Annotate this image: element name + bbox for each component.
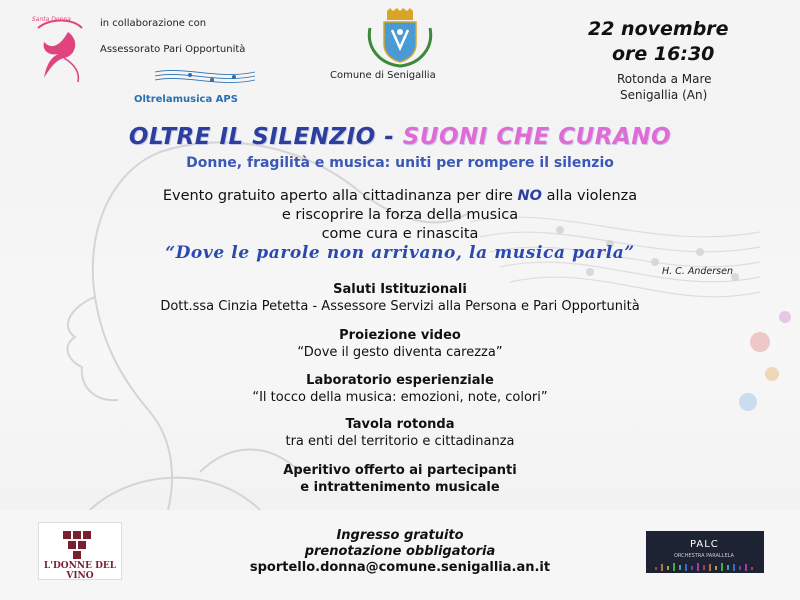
program-heading-proiezione: Proiezione video [339, 328, 461, 343]
program-text-laboratorio: “Il tocco della musica: emozioni, note, colori” [252, 390, 548, 405]
program-text-proiezione: “Dove il gesto diventa carezza” [297, 345, 503, 360]
program-heading-saluti: Saluti Istituzionali [333, 282, 467, 297]
event-title-part1: OLTRE IL SILENZIO - [128, 124, 403, 150]
program-text-saluti: Dott.ssa Cinzia Petetta - Assessore Servizi alla Persona e Pari Opportunità [160, 299, 640, 314]
event-venue: Rotonda a Mare [617, 72, 712, 86]
intro-line-3: come cura e rinascita [321, 226, 479, 242]
comune-crest [360, 8, 440, 68]
santa-donna-logo-text: Santa Donna [32, 16, 71, 23]
event-time: ore 16:30 [612, 43, 715, 65]
palc-logo-title: PALC [690, 539, 719, 550]
collaboration-text: in collaborazione con [100, 18, 207, 29]
program-text-tavola: tra enti del territorio e cittadinanza [285, 434, 515, 449]
intro-before: Evento gratuito aperto alla cittadinanza per dire [162, 188, 518, 204]
quote-author: H. C. Andersen [662, 266, 733, 277]
palc-logo-subtitle: ORCHESTRA PARALLELA [674, 553, 734, 559]
assessorato-text: Assessorato Pari Opportunità [100, 44, 246, 55]
intro-line-1 [0, 188, 800, 204]
intro-no: NO [517, 188, 542, 204]
oltrelamusica-logo [150, 66, 260, 92]
program-text-aperitivo: e intrattenimento musicale [300, 480, 500, 495]
program-heading-laboratorio: Laboratorio esperienziale [306, 373, 494, 388]
event-title-part2: SUONI CHE CURANO [402, 124, 672, 150]
contact-email[interactable]: sportello.donna@comune.senigallia.an.it [249, 560, 551, 575]
palc-waveform-icon [646, 562, 764, 572]
program-heading-tavola: Tavola rotonda [345, 417, 455, 432]
program-heading-aperitivo: Aperitivo offerto ai partecipanti [283, 463, 517, 478]
intro-after: alla violenza [541, 188, 638, 204]
comune-name: Comune di Senigallia [330, 70, 436, 81]
event-subtitle: Donne, fragilità e musica: uniti per rompere il silenzio [186, 155, 614, 171]
santa-donna-logo [28, 16, 90, 86]
andersen-quote: “Dove le parole non arrivano, la musica parla” [165, 243, 635, 263]
donne-del-vino-text: L'DONNE DEL VINO [43, 561, 117, 581]
intro-line-2: e riscoprire la forza della musica [281, 207, 519, 223]
oltrelamusica-name: Oltrelamusica APS [134, 94, 238, 105]
event-city: Senigallia (An) [620, 88, 708, 102]
event-title [0, 124, 800, 150]
booking-required: prenotazione obbligatoria [304, 544, 496, 559]
palc-logo [646, 531, 764, 573]
event-date: 22 novembre [588, 18, 729, 40]
entry-free: Ingresso gratuito [336, 528, 464, 543]
